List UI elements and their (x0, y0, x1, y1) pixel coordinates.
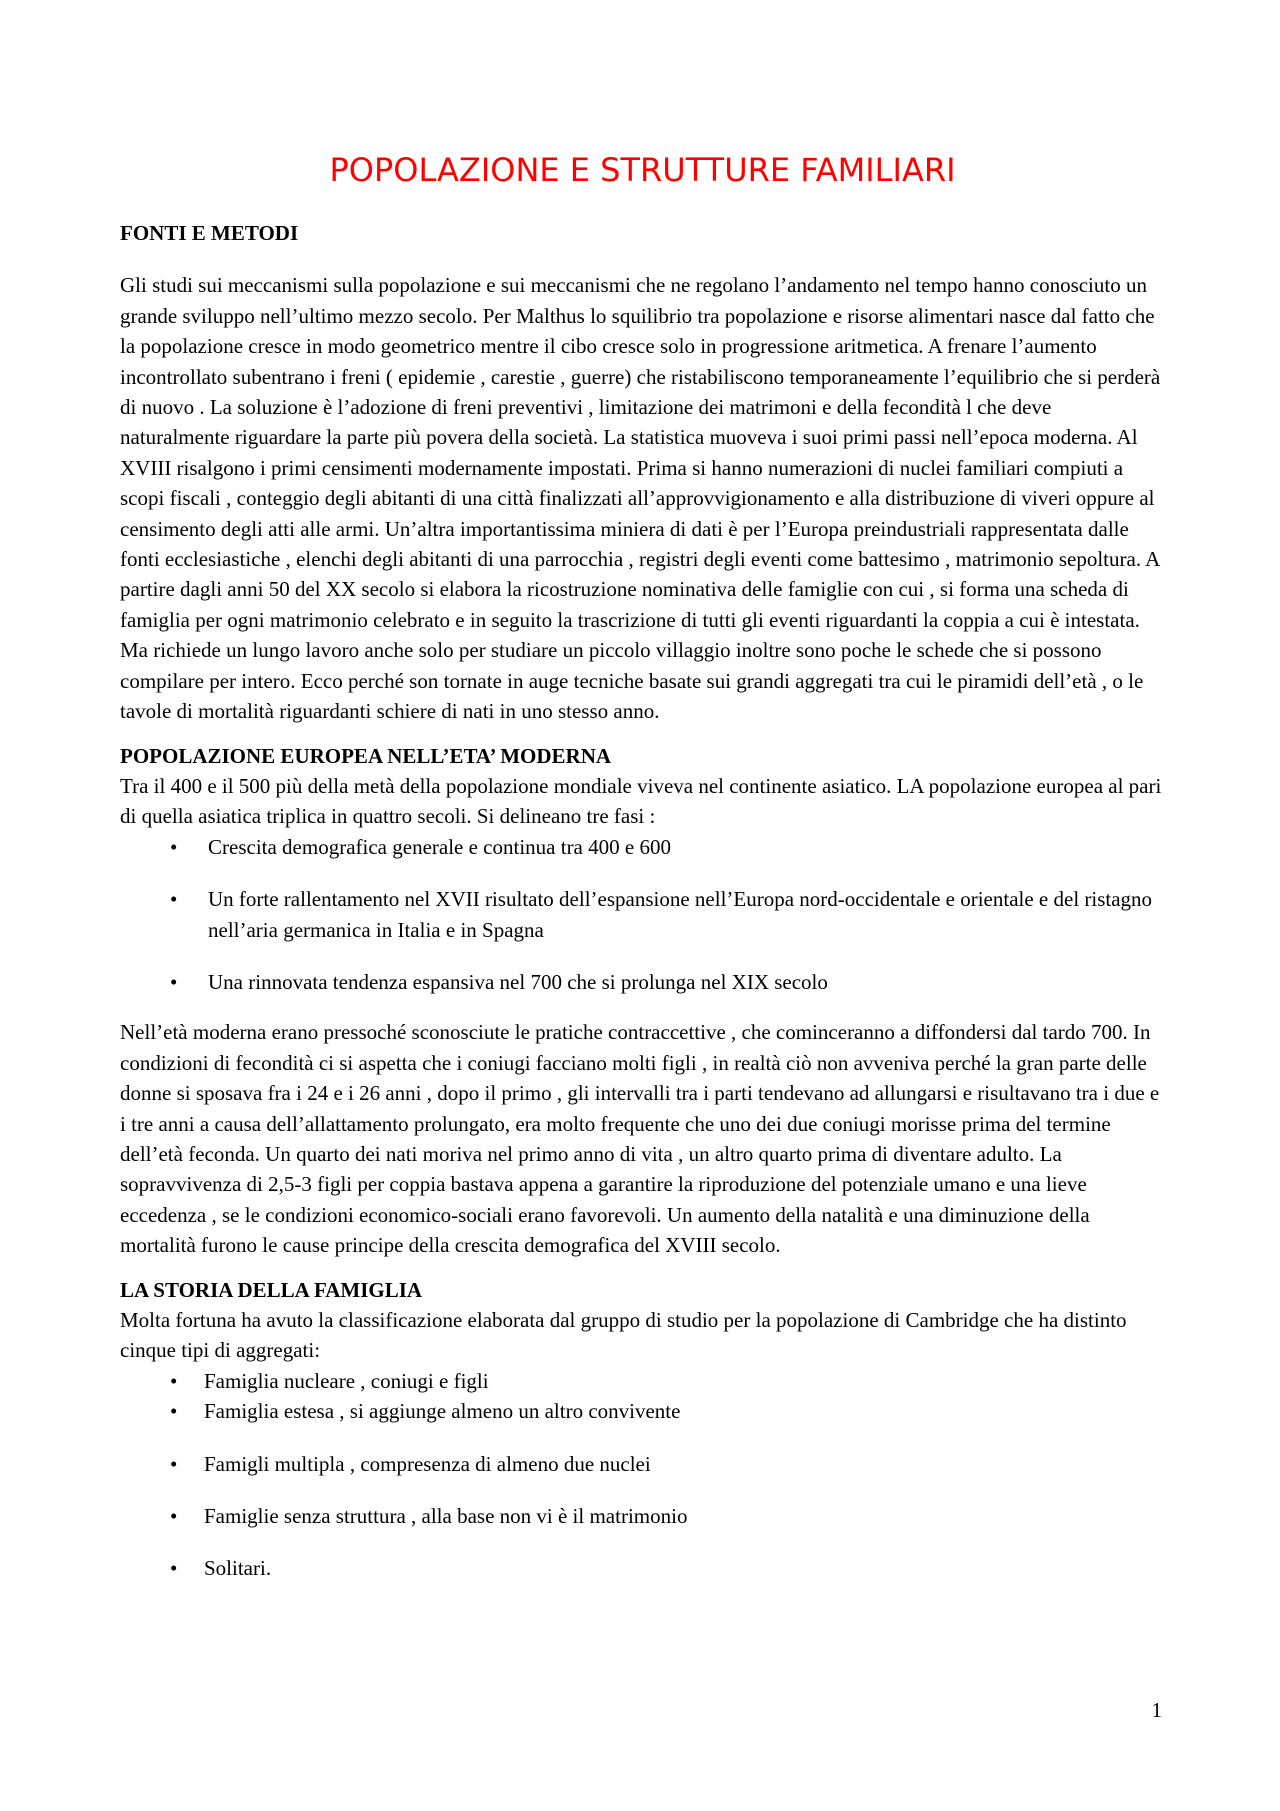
list-item-text: Famiglia nucleare , coniugi e figli (204, 1368, 489, 1393)
phases-list (120, 832, 1165, 998)
section-heading-fonti-e-metodi: FONTI E METODI (120, 221, 299, 245)
list-item-text: Crescita demografica generale e continua tra 400 e 600 (208, 834, 671, 859)
bullet-icon: • (170, 1504, 178, 1529)
list-item (120, 967, 1165, 997)
list-item-text: Una rinnovata tendenza espansiva nel 700 che si prolunga nel XIX secolo (208, 969, 828, 994)
list-item (120, 832, 1165, 862)
family-types-list (120, 1366, 1165, 1584)
list-item (120, 1553, 1165, 1583)
document-body (120, 148, 1165, 1584)
list-item-text: Famigli multipla , compresenza di almeno due nuclei (204, 1451, 651, 1476)
page-number: 1 (1151, 1698, 1162, 1722)
list-item (120, 884, 1165, 945)
bullet-icon: • (170, 969, 178, 994)
list-item (120, 1449, 1165, 1479)
list-item-text: Solitari. (204, 1556, 272, 1581)
paragraph-storia-della-famiglia-intro: Molta fortuna ha avuto la classificazione elaborata dal gruppo di studio per la popolazione di Cambridge che ha distinto cinque tipi di aggregati: (120, 1308, 1127, 1363)
bullet-icon: • (170, 1451, 178, 1476)
bullet-icon: • (170, 1399, 178, 1424)
list-item-text: Famiglie senza struttura , alla base non vi è il matrimonio (204, 1504, 688, 1529)
bullet-icon: • (170, 1368, 178, 1393)
paragraph-popolazione-europea-outro: Nell’età moderna erano pressoché sconosciute le pratiche contraccettive , che cominceranno a diffondersi dal tardo 700. In condizioni di fecondità ci si aspetta che i coniugi facciano molti figli , in realtà ciò non avveniva perché la gran parte delle donne si sposava fra i 24 e i 26 anni , dopo il primo , gli intervalli tra i parti tendevano ad allungarsi e risultavano tra i due e i tre anni a causa dell’allattamento prolungato, era molto frequente che uno dei due coniugi morisse prima del termine dell’età feconda. Un quarto dei nati moriva nel primo anno di vita , un altro quarto prima di diventare adulto. La sopravvivenza di 2,5-3 figli per coppia bastava appena a garantire la riproduzione del potenziale umano e una lieve eccedenza , se le condizioni economico-sociali erano favorevoli. Un aumento della natalità e una diminuzione della mortalità furono le cause principe della crescita demografica del XVIII secolo. (120, 1020, 1160, 1258)
bullet-icon: • (170, 834, 178, 859)
page-title: POPOLAZIONE E STRUTTURE FAMILIARI (329, 151, 956, 189)
list-item (120, 1366, 1165, 1396)
section-heading-popolazione-europea: POPOLAZIONE EUROPEA NELL’ETA’ MODERNA (120, 743, 612, 768)
paragraph-fonti-e-metodi: Gli studi sui meccanismi sulla popolazione e sui meccanismi che ne regolano l’andamento nel tempo hanno conosciuto un grande sviluppo nell’ultimo mezzo secolo. Per Malthus lo squilibrio tra popolazione e risorse alimentari nasce dal fatto che la popolazione cresce in modo geometrico mentre il cibo cresce solo in progressione aritmetica. A frenare l’aumento incontrollato subentrano i freni ( epidemie , carestie , guerre) che ristabiliscono temporaneamente l’equilibrio che si perderà di nuovo . La soluzione è l’adozione di freni preventivi , limitazione dei matrimoni e della fecondità l che deve naturalmente riguardare la parte più povera della società. La statistica muoveva i suoi primi passi nell’epoca moderna. Al XVIII risalgono i primi censimenti modernamente impostati. Prima si hanno numerazioni di nuclei familiari compiuti a scopi fiscali , conteggio degli abitanti di una città finalizzati all’approvvigionamento e alla distribuzione di viveri oppure al censimento degli atti alle armi. Un’altra importantissima miniera di dati è per l’Europa preindustriali rappresentata dalle fonti ecclesiastiche , elenchi degli abitanti di una parrocchia , registri degli eventi come battesimo , matrimonio sepoltura. A partire dagli anni 50 del XX secolo si elabora la ricostruzione nominativa delle famiglie con cui , si forma una scheda di famiglia per ogni matrimonio celebrato e in seguito la trascrizione di tutti gli eventi riguardanti la coppia a cui è intestata. Ma richiede un lungo lavoro anche solo per studiare un piccolo villaggio inoltre sono poche le schede che si possono compilare per intero. Ecco perché son tornate in auge tecniche basate sui grandi aggregati tra cui le piramidi dell’età , o le tavole di mortalità riguardanti schiere di nati in uno stesso anno. (120, 273, 1161, 724)
section-heading-storia-della-famiglia: LA STORIA DELLA FAMIGLIA (120, 1277, 423, 1302)
bullet-icon: • (170, 1556, 178, 1581)
paragraph-popolazione-europea-intro: Tra il 400 e il 500 più della metà della popolazione mondiale viveva nel continente asiatico. LA popolazione europea al pari di quella asiatica triplica in quattro secoli. Si delineano tre fasi : (120, 773, 1162, 829)
list-item (120, 1396, 1165, 1426)
bullet-icon: • (170, 887, 178, 912)
list-item (120, 1501, 1165, 1531)
list-item-text: Un forte rallentamento nel XVII risultato dell’espansione nell’Europa nord-occidentale e orientale e del ristagno nell’aria germanica in Italia e in Spagna (208, 887, 1153, 942)
list-item-text: Famiglia estesa , si aggiunge almeno un altro convivente (204, 1399, 681, 1424)
